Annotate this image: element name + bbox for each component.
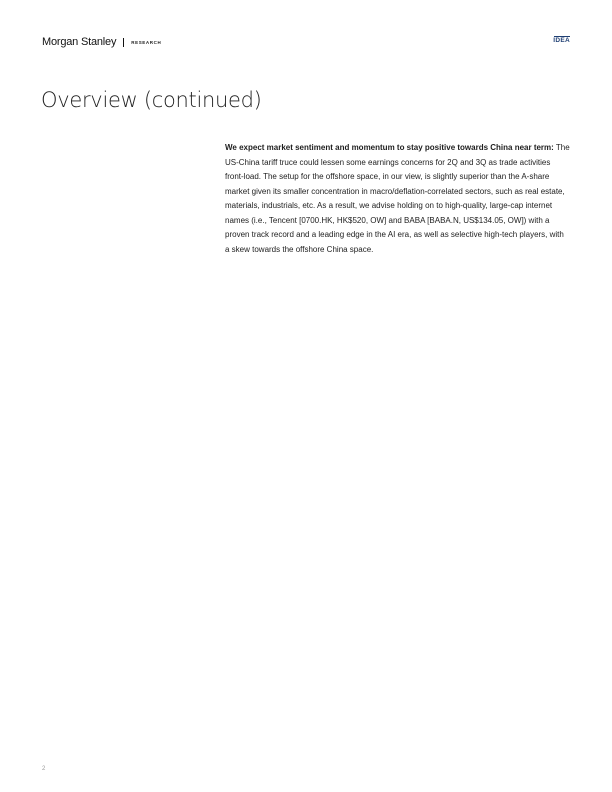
- page-header: [42, 36, 570, 52]
- page-number: 2: [42, 766, 46, 772]
- body-paragraph: [225, 141, 570, 257]
- page-title: Overview (continued): [41, 88, 262, 112]
- research-label: RESEARCH: [131, 39, 162, 45]
- header-divider: [123, 38, 124, 47]
- idea-badge: IDEA: [553, 37, 570, 44]
- morgan-stanley-logo: Morgan Stanley: [42, 36, 117, 48]
- body-text: The US-China tariff truce could lessen some earnings concerns for 2Q and 3Q as trade activities front-load. The setup for the offshore space, in our view, is slightly superior than the A-share market given its smaller concentration in macro/deflation-correlated sectors, such as real estate, materials, industrials, etc. As a result, we advise holding on to high-quality, large-cap internet names (i.e., Tencent [0700.HK, HK$520, OW] and BABA [BABA.N, US$134.05, OW]) with a proven track record and a leading edge in the AI era, as well as selective high-tech players, with a skew towards the offshore China space.: [225, 143, 570, 254]
- lead-sentence: We expect market sentiment and momentum to stay positive towards China near term:: [225, 143, 554, 152]
- brand-block: [42, 36, 161, 48]
